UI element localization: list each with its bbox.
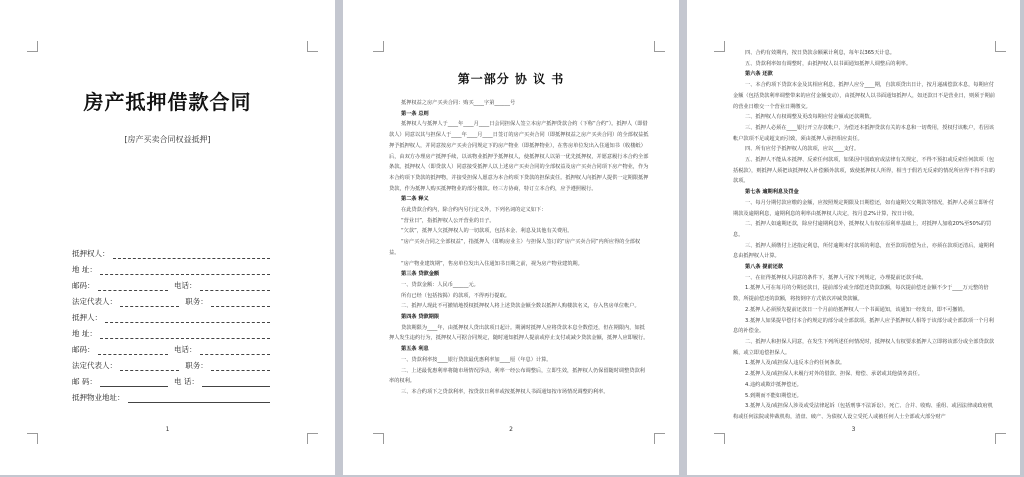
article-heading: 第六条 还款 [745,71,773,78]
margin-corner-mark [714,433,725,444]
article-heading: 第四条 贷款期限 [401,314,440,321]
form-row [72,371,272,387]
paragraph: 一、贷款利率按____银行贷款最优惠利率加____厘（年息）计算。 [401,356,552,363]
fill-in-blank[interactable] [98,283,169,291]
agreement-body-text [733,48,998,421]
fill-in-blank[interactable] [100,331,270,339]
paragraph: 一、在征得抵押权人同意的条件下，抵押人可按下列规定，办理提前还款手续。 [745,274,927,281]
article-heading: 第一条 总则 [401,110,429,117]
margin-corner-mark [27,41,38,52]
fill-in-blank[interactable] [100,379,168,387]
fill-in-blank[interactable] [120,363,179,371]
page-number: 3 [851,426,856,433]
field-label: 抵押权人： [72,249,110,258]
page-number: 1 [165,426,170,433]
paragraph: 四、所有应付予抵押权人的款项，应以____支付。 [745,146,860,153]
field-label: 电话： [174,345,197,354]
paragraph: 二、抵押人和担保人同意，在发生下列所述任何情况时，抵押权人有权要求抵押人立即将该部分或全部贷款款额，或立即追偿担保人。 [733,338,995,356]
fill-in-blank[interactable] [120,299,179,307]
fill-in-blank[interactable] [128,395,271,403]
margin-corner-mark [307,41,318,52]
form-row [72,259,272,275]
document-title: 房产抵押借款合同 [83,90,252,114]
fill-in-blank[interactable] [200,347,271,355]
fill-in-blank[interactable] [100,267,270,275]
paragraph: 三、本合约项下之贷款利率，按贷款日利率或按抵押权人书面通知按市场情况调整的利率。 [401,388,609,395]
form-row [72,355,272,371]
party-info-form [72,243,272,403]
article-heading: 第二条 释义 [401,196,429,203]
form-row [72,339,272,355]
field-label: 电 话： [174,377,199,386]
form-row [72,323,272,339]
agreement-body-text [389,98,649,418]
paragraph: 三、抵押人须缴付上述指定利息，所付逾期未付款项的利息，直至款项清偿为止，亦须在款项还清后，逾期利息由抵押权人计算。 [733,242,995,260]
paragraph: 2.抵押人必须预先提前还款日一个月前给抵押权人一个书面通知，该通知一经发出，即不可撤销。 [745,306,968,313]
margin-corner-mark [307,433,318,444]
margin-corner-mark [654,433,665,444]
fill-in-blank[interactable] [113,251,271,259]
paragraph: 3.抵押人及/或担保人涉及或受法律起诉（包括刑事不法诉讼），死亡、合并、收购、重组、或因法律或政府机构或任何法院或仲裁机构，清盘、破产、为债权人设立受托人或被任何人士全部或大部分财产 [733,403,993,420]
paragraph: 1.抵押人及/或担保人违反本合约任何条款。 [745,360,846,367]
paragraph: 4.违约或欺诈抵押偿还。 [745,381,802,388]
fill-in-blank[interactable] [202,379,270,387]
margin-corner-mark [373,433,384,444]
paragraph: 所有已经（包括按揭）的款项，不得再行提取。 [401,292,510,299]
field-label: 职务： [185,297,208,306]
paragraph: 抵押权人与抵押人于____年____月____日会同担保人签立本房产抵押贷款合约（下称“合约”）。抵押人（即借款人）同意以其与担保人于____年____月____日签订的房产买卖合同（即抵押权益之房产买卖合同）的全部权益抵押予抵押权人，并同意按房产买卖合同规定下的房产物业（即抵押物业），在售房单位发出入住通知书（收楼纸）后，由双方办理房产抵押手续，以该物业抵押予抵押权人，使抵押权人以第一优先抵押权，并愿意履行本合约全部条款。抵押权人（即贷款人）同意接受抵押人以上述房产买卖合同的全部权益及房产买卖合同项下房产物业，作为本合约项下贷款的抵押物，并接受担保人愿意为本合约项下贷款的担保责任。抵押权人向抵押人提供一定期限抵押贷款，作为抵押人购买抵押物业的部分楼款。经三方协商，特订立本合约，应予遵照履行。 [389,121,649,192]
margin-corner-mark [714,41,725,52]
document-page-2 [343,0,679,475]
paragraph: 二、上述最优惠利率将随市场情况浮动，利率一经公布调整后，立即生效，抵押权人仍保留随时调整贷款利率的权利。 [389,367,645,385]
paragraph: 一、贷款金额：人民币______元。 [401,281,479,288]
paragraph: 三、抵押人必须在____银行开立存款帐户，为偿还本抵押贷款有关的本息和一切费用，授权付该帐户，若因该帐户款项不足或超支而引致，须由抵押人承担相应责任。 [733,124,995,142]
form-row [72,307,272,323]
field-label: 抵押人： [72,313,102,322]
paragraph: 3.抵押人如果提早偿付本合约规定的部分或全部款项，抵押人应予抵押权人相等于该部分或全部款项一个月利息的补偿金。 [733,317,994,335]
field-label: 电话： [174,281,197,290]
page-number: 2 [509,426,513,433]
field-label: 法定代表人： [72,361,117,370]
paragraph: 2.抵押人及/或担保人未履行对外的借款、担保、赔偿、承诺或其他债务责任。 [745,371,923,378]
fill-in-blank[interactable] [105,315,270,323]
form-row [72,387,272,403]
paragraph: 1.抵押人可在每月的分期还款日，提前部分或全部偿还贷款款额，每次提前偿还金额不少于____万元整的倍数，所提前偿还的款额，将按倒序方式依次冲减贷款额。 [733,285,989,303]
fill-in-blank[interactable] [98,347,169,355]
margin-corner-mark [654,41,665,52]
paragraph: 在此贷款合约内，除合约内另行定义外，下列名词的定义如下： [401,207,547,214]
article-heading: 第五条 利息 [401,346,429,353]
paragraph: 二、抵押权人有权调整及更改每期应付金额或还款期数。 [745,114,875,121]
form-row [72,243,272,259]
margin-corner-mark [27,433,38,444]
paragraph: 四、合约有效期内，按日贷款余额累计利息，每年以365天计息。 [745,50,895,56]
paragraph: 一、每月分期付款应缴的金额，应按照规定期限及日期偿还，如有逾期欠交期款等情况，抵押人必须立即补付期款及逾期利息，逾期利息的利率由抵押权人决定，按月息2%计算，按日计收。 [733,199,995,217]
field-label: 抵押物业地址： [72,393,125,402]
field-label: 法定代表人： [72,297,117,306]
paragraph: 5.到期而不能如期偿还。 [745,392,802,399]
paragraph: “房产买卖合同之全部权益”，指抵押人（即购房业主）与担保人签订的“房产买卖合同”内所应得的全部权益。 [389,239,641,256]
field-label: 邮码： [72,281,95,290]
fill-in-blank[interactable] [211,299,270,307]
paragraph: 二、抵押人现此不可撤销地授权抵押权人将上述贷款金额全数以抵押人购楼款名义，存入售房单位帐户。 [401,303,640,310]
article-heading: 第八条 提前还款 [745,264,784,271]
article-heading: 第七条 逾期利息及罚金 [745,189,799,196]
fill-in-blank[interactable] [211,363,270,371]
document-page-1 [0,0,335,475]
paragraph: “房产物业建筑期”，售房单位发出入住通知书日期之前，视为房产物业建筑期。 [401,260,583,267]
document-subtitle: [房产买卖合同权益抵押] [124,135,211,144]
paragraph: 抵押权益之房产买卖合同：购买____字第______号 [401,100,516,106]
form-row [72,291,272,307]
paragraph: 二、抵押人如逾期还款，除应付逾期利息外，抵押权人有权在原利率基础上，对抵押人加收20%至50%的罚息。 [733,221,992,238]
field-label: 邮码： [72,345,95,354]
article-heading: 第三条 贷款金额 [401,271,440,278]
paragraph: 贷款期限为____年，由抵押权人贷出款项日起计。期满时抵押人应将贷款本息全数偿还，但在期限内，如抵押人发生违约行为，抵押权人可据合同规定，随时通知抵押人提前或停止支付或减少贷款金额，抵押人应即履行。 [389,324,649,342]
paragraph: 一、本合约项下贷款本金及其相应利息，抵押人应分____期，自款项贷出日计，按月递减偿款本息，每期应付金额（包括贷款利率调整带来的应付金额变动），由抵押权人以书面通知抵押人，如还款日不是营业日，则须于期前的营业日缴交一个营业日期缴交。 [733,82,995,110]
field-label: 职务： [185,361,208,370]
document-page-3 [687,0,1020,475]
form-row [72,275,272,291]
paragraph: 五、贷款利率如有调整时，由抵押权人以书面通知抵押人调整后的利率。 [745,60,912,67]
margin-corner-mark [995,433,1006,444]
fill-in-blank[interactable] [200,283,271,291]
section-title: 第一部分 协 议 书 [457,72,565,86]
field-label: 邮 码： [72,377,97,386]
paragraph: “欠款”，抵押人欠抵押权人的一切款项，包括本金、利息及其他有关费用。 [401,228,573,235]
margin-corner-mark [373,41,384,52]
paragraph: 五、抵押人不能从本抵押、反索任何款项，如果因中国政府或法律有关规定，不得不预扣或反索任何款项（包括税款），则抵押人须把该抵押权人补偿额外款项，致使抵押权人所得，相当于假若无反索的情况所应得不得不扣的款项。 [733,157,995,185]
paragraph: “营业日”，指抵押权人公开营业的日子。 [401,217,495,224]
field-label: 地 址： [72,265,97,274]
field-label: 地 址： [72,329,97,338]
